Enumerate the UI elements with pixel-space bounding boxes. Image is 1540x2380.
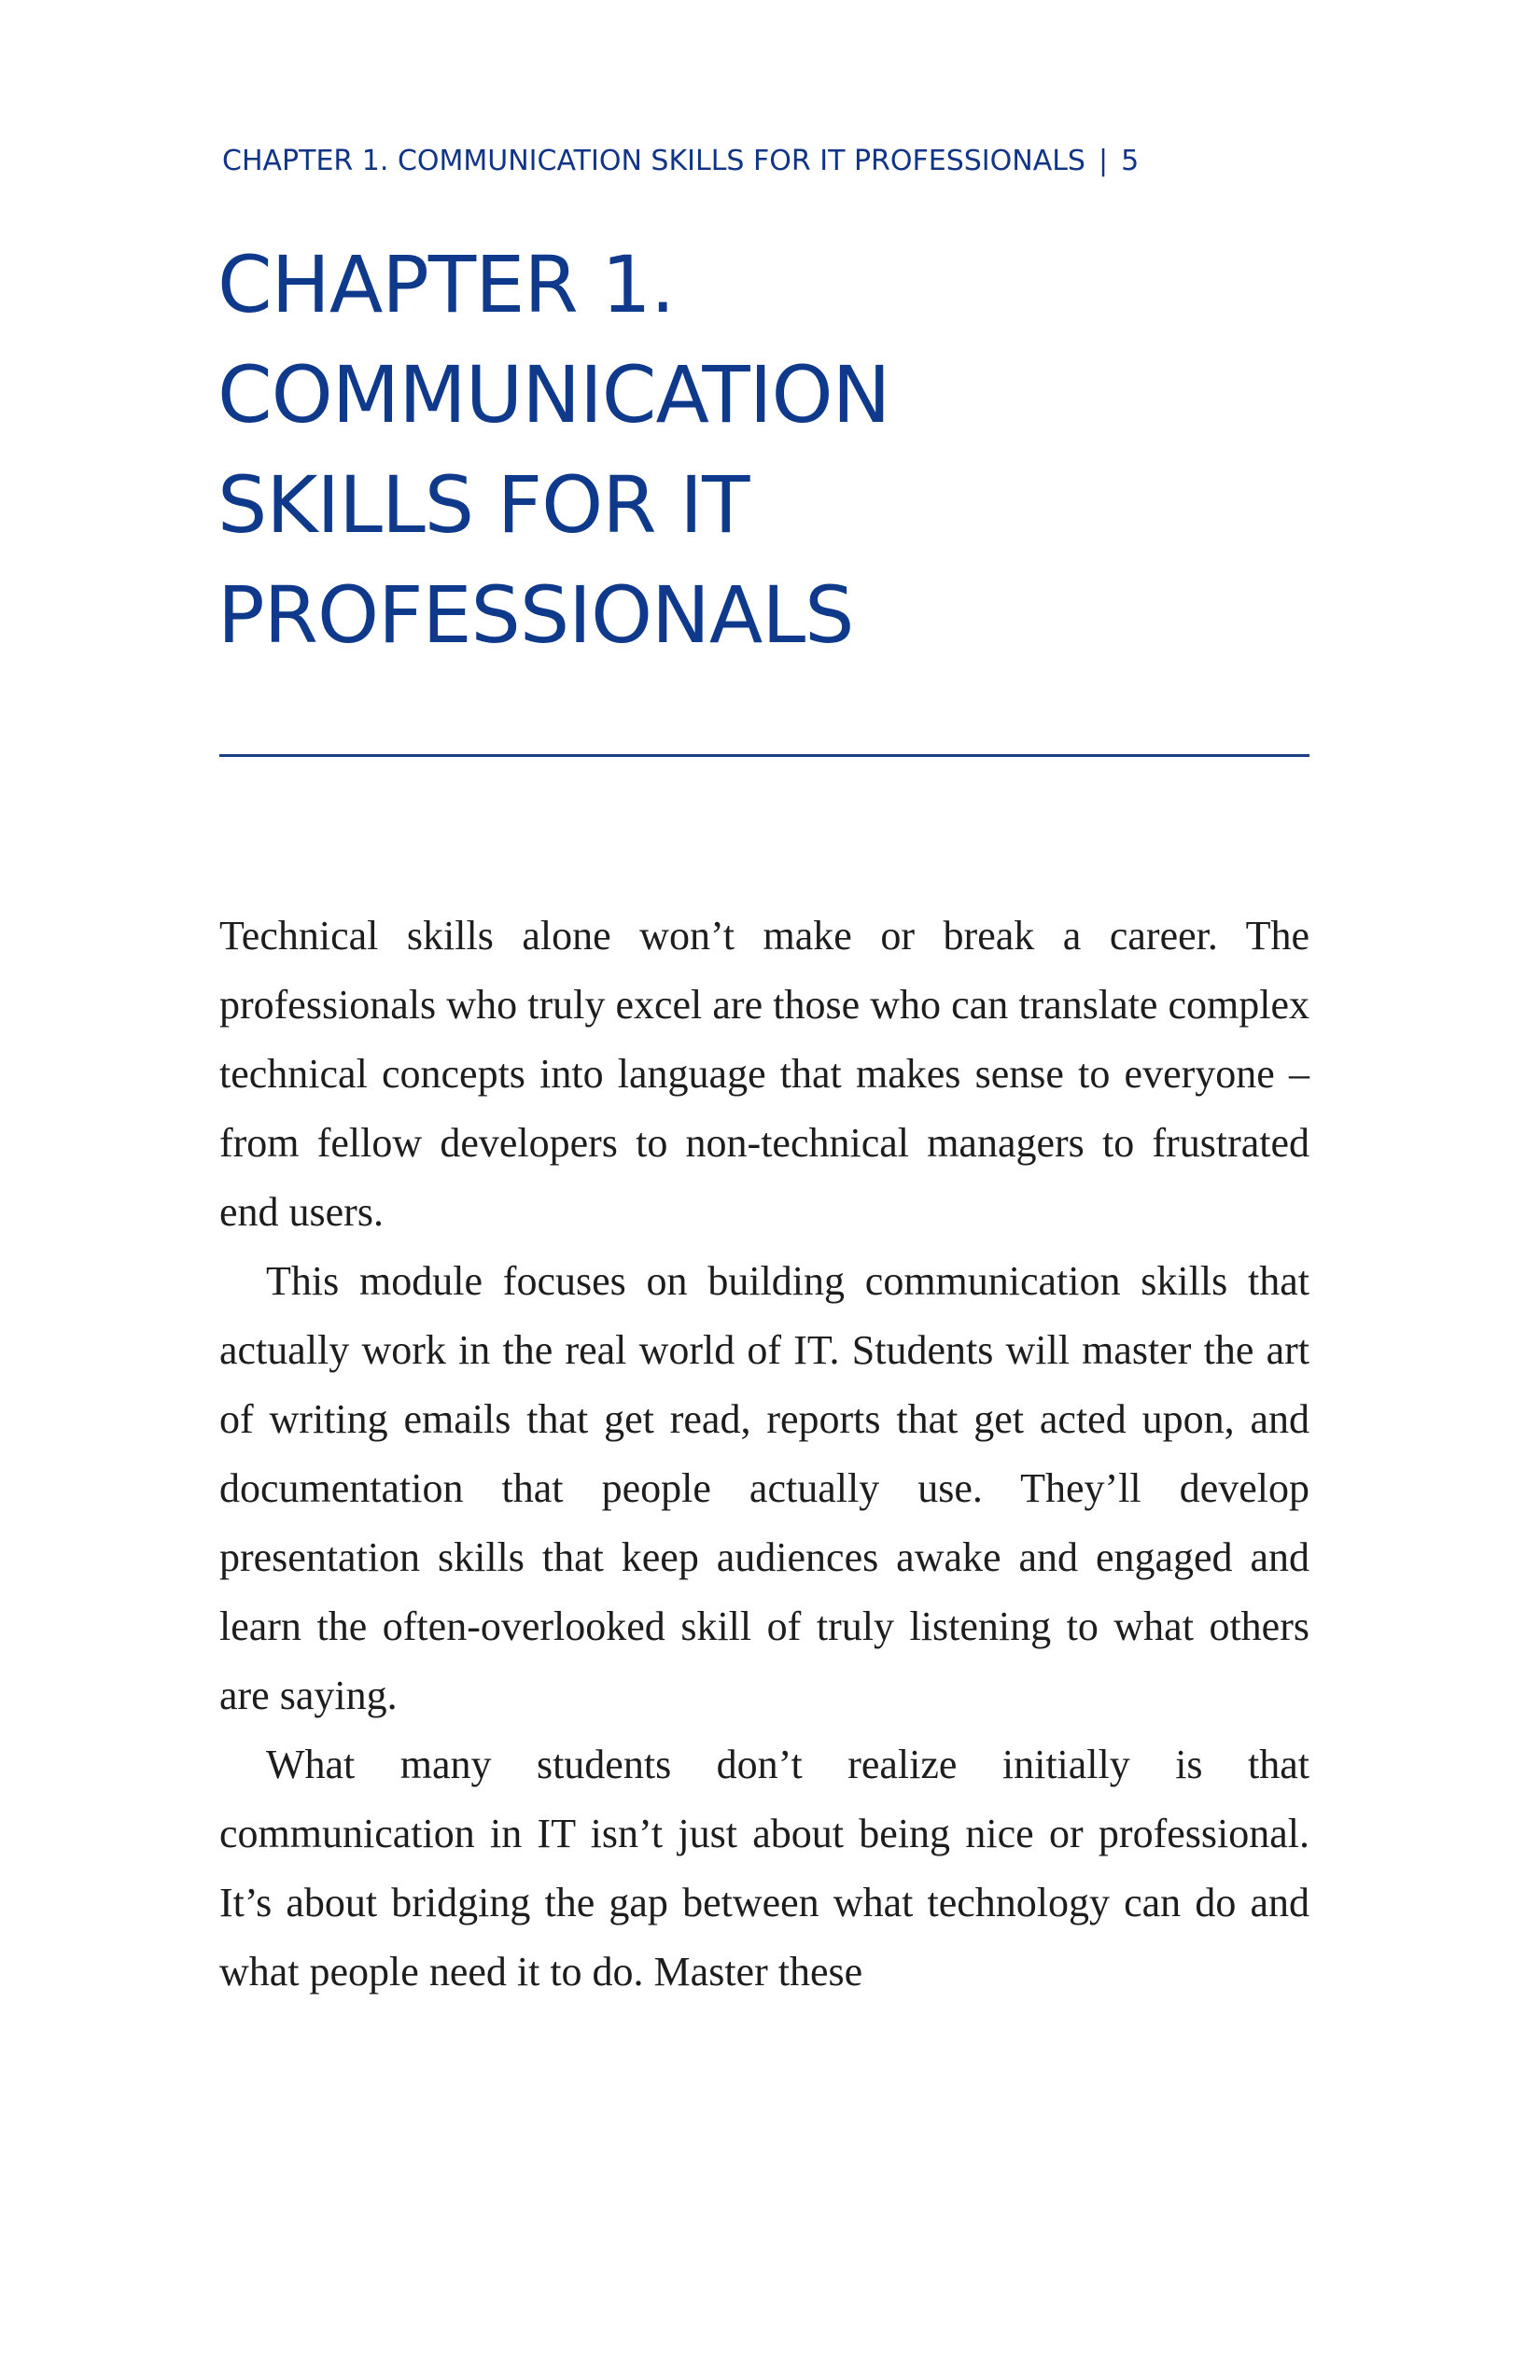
chapter-title-line: PROFESSIONALS: [217, 569, 854, 661]
chapter-body: [219, 902, 1309, 2007]
chapter-title-line: SKILLS FOR IT: [217, 459, 749, 551]
running-header-separator: |: [1098, 145, 1109, 177]
chapter-title: [217, 230, 1309, 670]
running-header-title: CHAPTER 1. COMMUNICATION SKILLS FOR IT PROFESSIONALS: [222, 145, 1085, 177]
body-paragraph: This module focuses on building communication skills that actually work in the real world of IT. Students will master the art of writing emails that get read, reports that get acted upon, and documentation that people actually use. They’ll develop presentation skills that keep audiences awake and engaged and learn the often-overlooked skill of truly listening to what others are saying.: [219, 1258, 1309, 1718]
body-paragraph: What many students don’t realize initially is that communication in IT isn’t just about being nice or professional. It’s about bridging the gap between what technology can do and what people need it to do. Master these: [219, 1742, 1309, 1995]
body-paragraph: Technical skills alone won’t make or break a career. The professionals who truly excel are those who can translate complex technical concepts into language that makes sense to everyone – from fellow developers to non-technical managers to frustrated end users.: [219, 913, 1309, 1235]
page-number: 5: [1121, 145, 1140, 177]
running-header: [222, 145, 1308, 177]
title-divider: [219, 754, 1309, 757]
chapter-title-line: CHAPTER 1.: [217, 239, 675, 330]
chapter-title-line: COMMUNICATION: [217, 349, 890, 441]
